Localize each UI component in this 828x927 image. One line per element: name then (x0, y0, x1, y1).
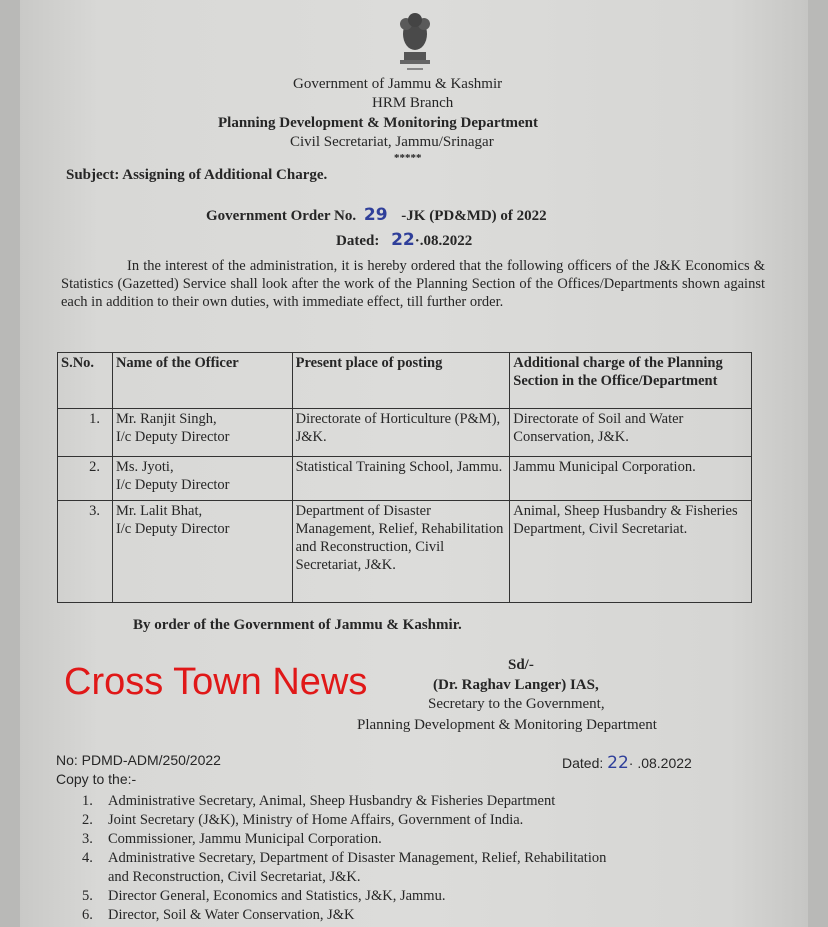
item-text: Joint Secretary (J&K), Ministry of Home Affairs, Government of India. (108, 812, 524, 828)
item-text: Administrative Secretary, Animal, Sheep Husbandry & Fisheries Department (108, 793, 556, 809)
cell-name (112, 501, 292, 603)
dated-rest: ·.08.2022 (414, 233, 473, 249)
dated-day-handwritten: 22 (391, 230, 415, 250)
item-text: Commissioner, Jammu Municipal Corporation. (108, 831, 382, 847)
order-suffix: -JK (PD&MD) of 2022 (401, 208, 547, 224)
table-header-row (58, 353, 752, 409)
header-government: Government of Jammu & Kashmir (293, 76, 503, 92)
list-item (82, 792, 606, 811)
cell-charge: Directorate of Soil and Water Conservation, J&K. (510, 409, 752, 457)
cell-sno: 3. (58, 501, 113, 603)
signature-sd: Sd/- (508, 657, 534, 673)
body-paragraph: In the interest of the administration, it is hereby ordered that the following officers of the J&K Economics & Statistics (Gazetted) Service shall look after the work of the Planning Section of the Offices/Departments shown against each in addition to their own duties, with immediate effect, till further order. (61, 258, 765, 310)
order-prefix: Government Order No. (206, 208, 357, 224)
cell-charge: Jammu Municipal Corporation. (510, 457, 752, 501)
footer-dated-day-handwritten: 22 (607, 753, 629, 773)
item-number: 3. (82, 831, 93, 847)
order-date (336, 230, 472, 250)
cell-charge: Animal, Sheep Husbandry & Fisheries Department, Civil Secretariat. (510, 501, 752, 603)
officer-designation: I/c Deputy Director (115, 429, 230, 445)
officers-table (57, 352, 752, 603)
header-branch: HRM Branch (372, 95, 454, 111)
order-number-handwritten: 29 (363, 205, 388, 225)
list-item (82, 830, 606, 849)
item-text: and Reconstruction, Civil Secretariat, J&K. (108, 869, 361, 885)
item-number (82, 868, 108, 887)
header-department: Planning Development & Monitoring Department (218, 115, 538, 131)
header-address: Civil Secretariat, Jammu/Srinagar (290, 134, 494, 150)
cell-sno: 1. (58, 409, 113, 457)
header-stars: ***** (394, 152, 422, 164)
copy-to-label: Copy to the:- (56, 771, 137, 787)
item-text: Director General, Economics and Statistics, J&K, Jammu. (108, 888, 446, 904)
cell-name (112, 409, 292, 457)
cell-posting: Department of Disaster Management, Relief, Rehabilitation and Reconstruction, Civil Secretariat, J&K. (292, 501, 510, 603)
officer-name: Mr. Ranjit Singh, (115, 411, 217, 427)
footer-dated-label: Dated: (562, 755, 604, 771)
item-text: Administrative Secretary, Department of Disaster Management, Relief, Rehabilitation (108, 850, 607, 866)
by-order-line: By order of the Government of Jammu & Kashmir. (133, 617, 462, 633)
cell-posting: Directorate of Horticulture (P&M), J&K. (292, 409, 510, 457)
item-number: 6. (82, 907, 93, 923)
officer-name: Mr. Lalit Bhat, (115, 503, 203, 519)
item-text: Director, Soil & Water Conservation, J&K (108, 907, 355, 923)
dated-label: Dated: (336, 233, 380, 249)
table-row (58, 457, 752, 501)
officer-designation: I/c Deputy Director (115, 521, 230, 537)
signatory-name: (Dr. Raghav Langer) IAS, (433, 677, 599, 693)
item-number: 4. (82, 850, 93, 866)
cell-posting: Statistical Training School, Jammu. (292, 457, 510, 501)
footer-date (562, 753, 692, 773)
list-item (82, 849, 606, 868)
cell-name (112, 457, 292, 501)
item-number: 5. (82, 888, 93, 904)
list-item (82, 887, 606, 906)
table-row (58, 501, 752, 603)
national-emblem-icon (390, 12, 440, 74)
officer-designation: I/c Deputy Director (115, 477, 230, 493)
officer-name: Ms. Jyoti, (115, 459, 174, 475)
table-row (58, 409, 752, 457)
header-sno: S.No. (58, 353, 113, 409)
cell-sno: 2. (58, 457, 113, 501)
list-item (82, 906, 606, 925)
header-charge: Additional charge of the Planning Section in the Office/Department (510, 353, 752, 409)
signatory-title: Secretary to the Government, (428, 696, 605, 712)
list-item (82, 868, 606, 887)
header-posting: Present place of posting (292, 353, 510, 409)
copy-list (82, 792, 606, 925)
order-number (206, 205, 547, 225)
subject-line: Subject: Assigning of Additional Charge. (66, 167, 328, 183)
watermark: Cross Town News (64, 661, 368, 703)
footer-number: No: PDMD-ADM/250/2022 (56, 752, 221, 768)
footer-dated-rest: · .08.2022 (628, 755, 692, 771)
signatory-department: Planning Development & Monitoring Department (357, 717, 657, 733)
list-item (82, 811, 606, 830)
header-name: Name of the Officer (112, 353, 292, 409)
item-number: 2. (82, 812, 93, 828)
item-number: 1. (82, 793, 93, 809)
